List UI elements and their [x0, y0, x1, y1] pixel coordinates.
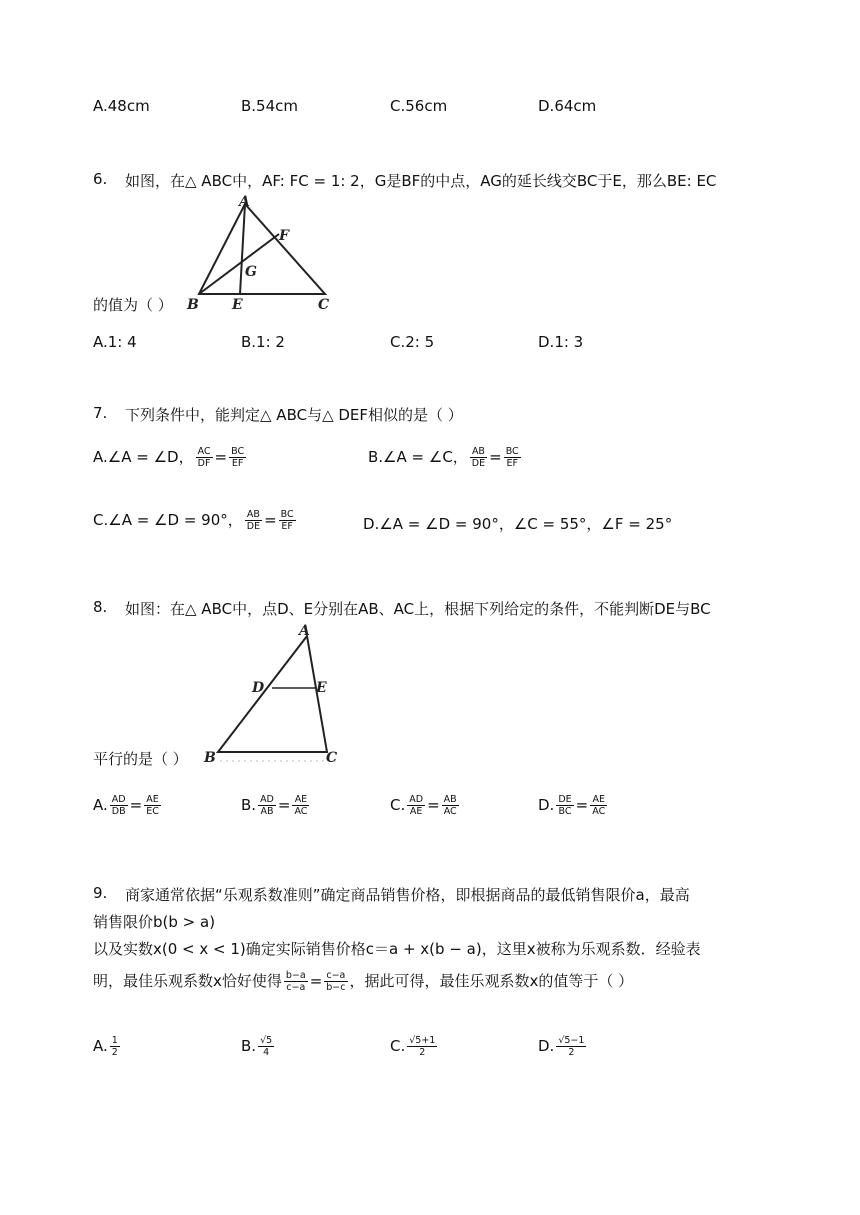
q7-option-a: A.∠A = ∠D， $\frac{AC}{DF}$ = $\frac{BC}{EF}$ — [93, 446, 245, 469]
q6-label-g: G — [245, 264, 257, 280]
q8-option-c: C. $\frac{AD}{AE}$ = $\frac{AB}{AC}$ — [390, 794, 457, 817]
q6-segment-ae — [240, 204, 245, 294]
q6-label-e: E — [232, 297, 243, 313]
q9-option-c: C. $\frac{√5+1}{2}$ — [390, 1035, 436, 1058]
q6-segment-bf — [199, 234, 279, 294]
q6-label-f: F — [279, 228, 289, 244]
q8-number: 8. — [93, 598, 108, 616]
q6-option-b: B.1: 2 — [241, 333, 285, 351]
q8-triangle-abc — [218, 636, 327, 752]
q7-number: 7. — [93, 404, 108, 422]
q8-option-a: A. $\frac{AD}{DB}$ = $\frac{AE}{EC}$ — [93, 794, 159, 817]
q8-label-b: B — [204, 750, 216, 766]
q7-option-b: B.∠A = ∠C， $\frac{AB}{DE}$ = $\frac{BC}{EF}$ — [368, 446, 519, 469]
q9-line-4: 明，最佳乐观系数x恰好使得 $\frac{b-a}{c-a}$ = $\frac{c-a}{b-c}$ ，据此可得，最佳乐观系数x的值等于（ ） — [93, 970, 634, 993]
q8-stem-tail: 平行的是（ ） — [93, 750, 188, 768]
q8-label-a: A — [299, 623, 310, 639]
q8-option-b: B. $\frac{AD}{AB}$ = $\frac{AE}{AC}$ — [241, 794, 308, 817]
q6-label-c: C — [318, 297, 330, 313]
q5-option-d: D.64cm — [538, 97, 597, 115]
q9-line-1: 商家通常依据“乐观系数准则”确定商品销售价格，即根据商品的最低销售限价a，最高 — [125, 886, 690, 904]
q8-label-e: E — [316, 680, 327, 696]
q8-stem: 如图：在△ ABC中，点D、E分别在AB、AC上，根据下列给定的条件，不能判断DE与BC — [125, 600, 711, 618]
q6-stem-tail: 的值为（ ） — [93, 296, 173, 314]
q9-line-3: 以及实数x(0 < x < 1)确定实际销售价格c＝a + x(b − a)，这里x被称为乐观系数．经验表 — [93, 940, 701, 958]
q6-triangle-figure — [185, 192, 345, 317]
q6-option-d: D.1: 3 — [538, 333, 584, 351]
q6-option-c: C.2: 5 — [390, 333, 435, 351]
q9-option-b: B. $\frac{√5}{4}$ — [241, 1035, 273, 1058]
q6-label-b: B — [187, 297, 199, 313]
q8-option-d: D. $\frac{DE}{BC}$ = $\frac{AE}{AC}$ — [538, 794, 606, 817]
q5-option-b: B.54cm — [241, 97, 299, 115]
q5-option-a: A.48cm — [93, 97, 150, 115]
q7-option-d: D.∠A = ∠D = 90°，∠C = 55°，∠F = 25° — [363, 515, 673, 533]
q6-option-a: A.1: 4 — [93, 333, 137, 351]
q5-option-c: C.56cm — [390, 97, 448, 115]
q6-stem: 如图，在△ ABC中，AF: FC = 1: 2，G是BF的中点，AG的延长线交BC于E，那么BE: EC — [125, 172, 717, 190]
q8-label-c: C — [326, 750, 338, 766]
q9-option-a: A. $\frac{1}{2}$ — [93, 1035, 118, 1058]
q6-number: 6. — [93, 170, 108, 188]
q6-label-a: A — [239, 194, 250, 210]
q9-line-2: 销售限价b(b > a) — [93, 913, 216, 931]
q7-option-c: C.∠A = ∠D = 90°， $\frac{AB}{DE}$ = $\frac{BC}{EF}$ — [93, 509, 294, 532]
q9-option-d: D. $\frac{√5-1}{2}$ — [538, 1035, 585, 1058]
q8-label-d: D — [252, 680, 265, 696]
q7-stem: 下列条件中，能判定△ ABC与△ DEF相似的是（ ） — [125, 406, 463, 424]
q8-triangle-figure — [200, 620, 350, 770]
q9-number: 9. — [93, 884, 108, 902]
